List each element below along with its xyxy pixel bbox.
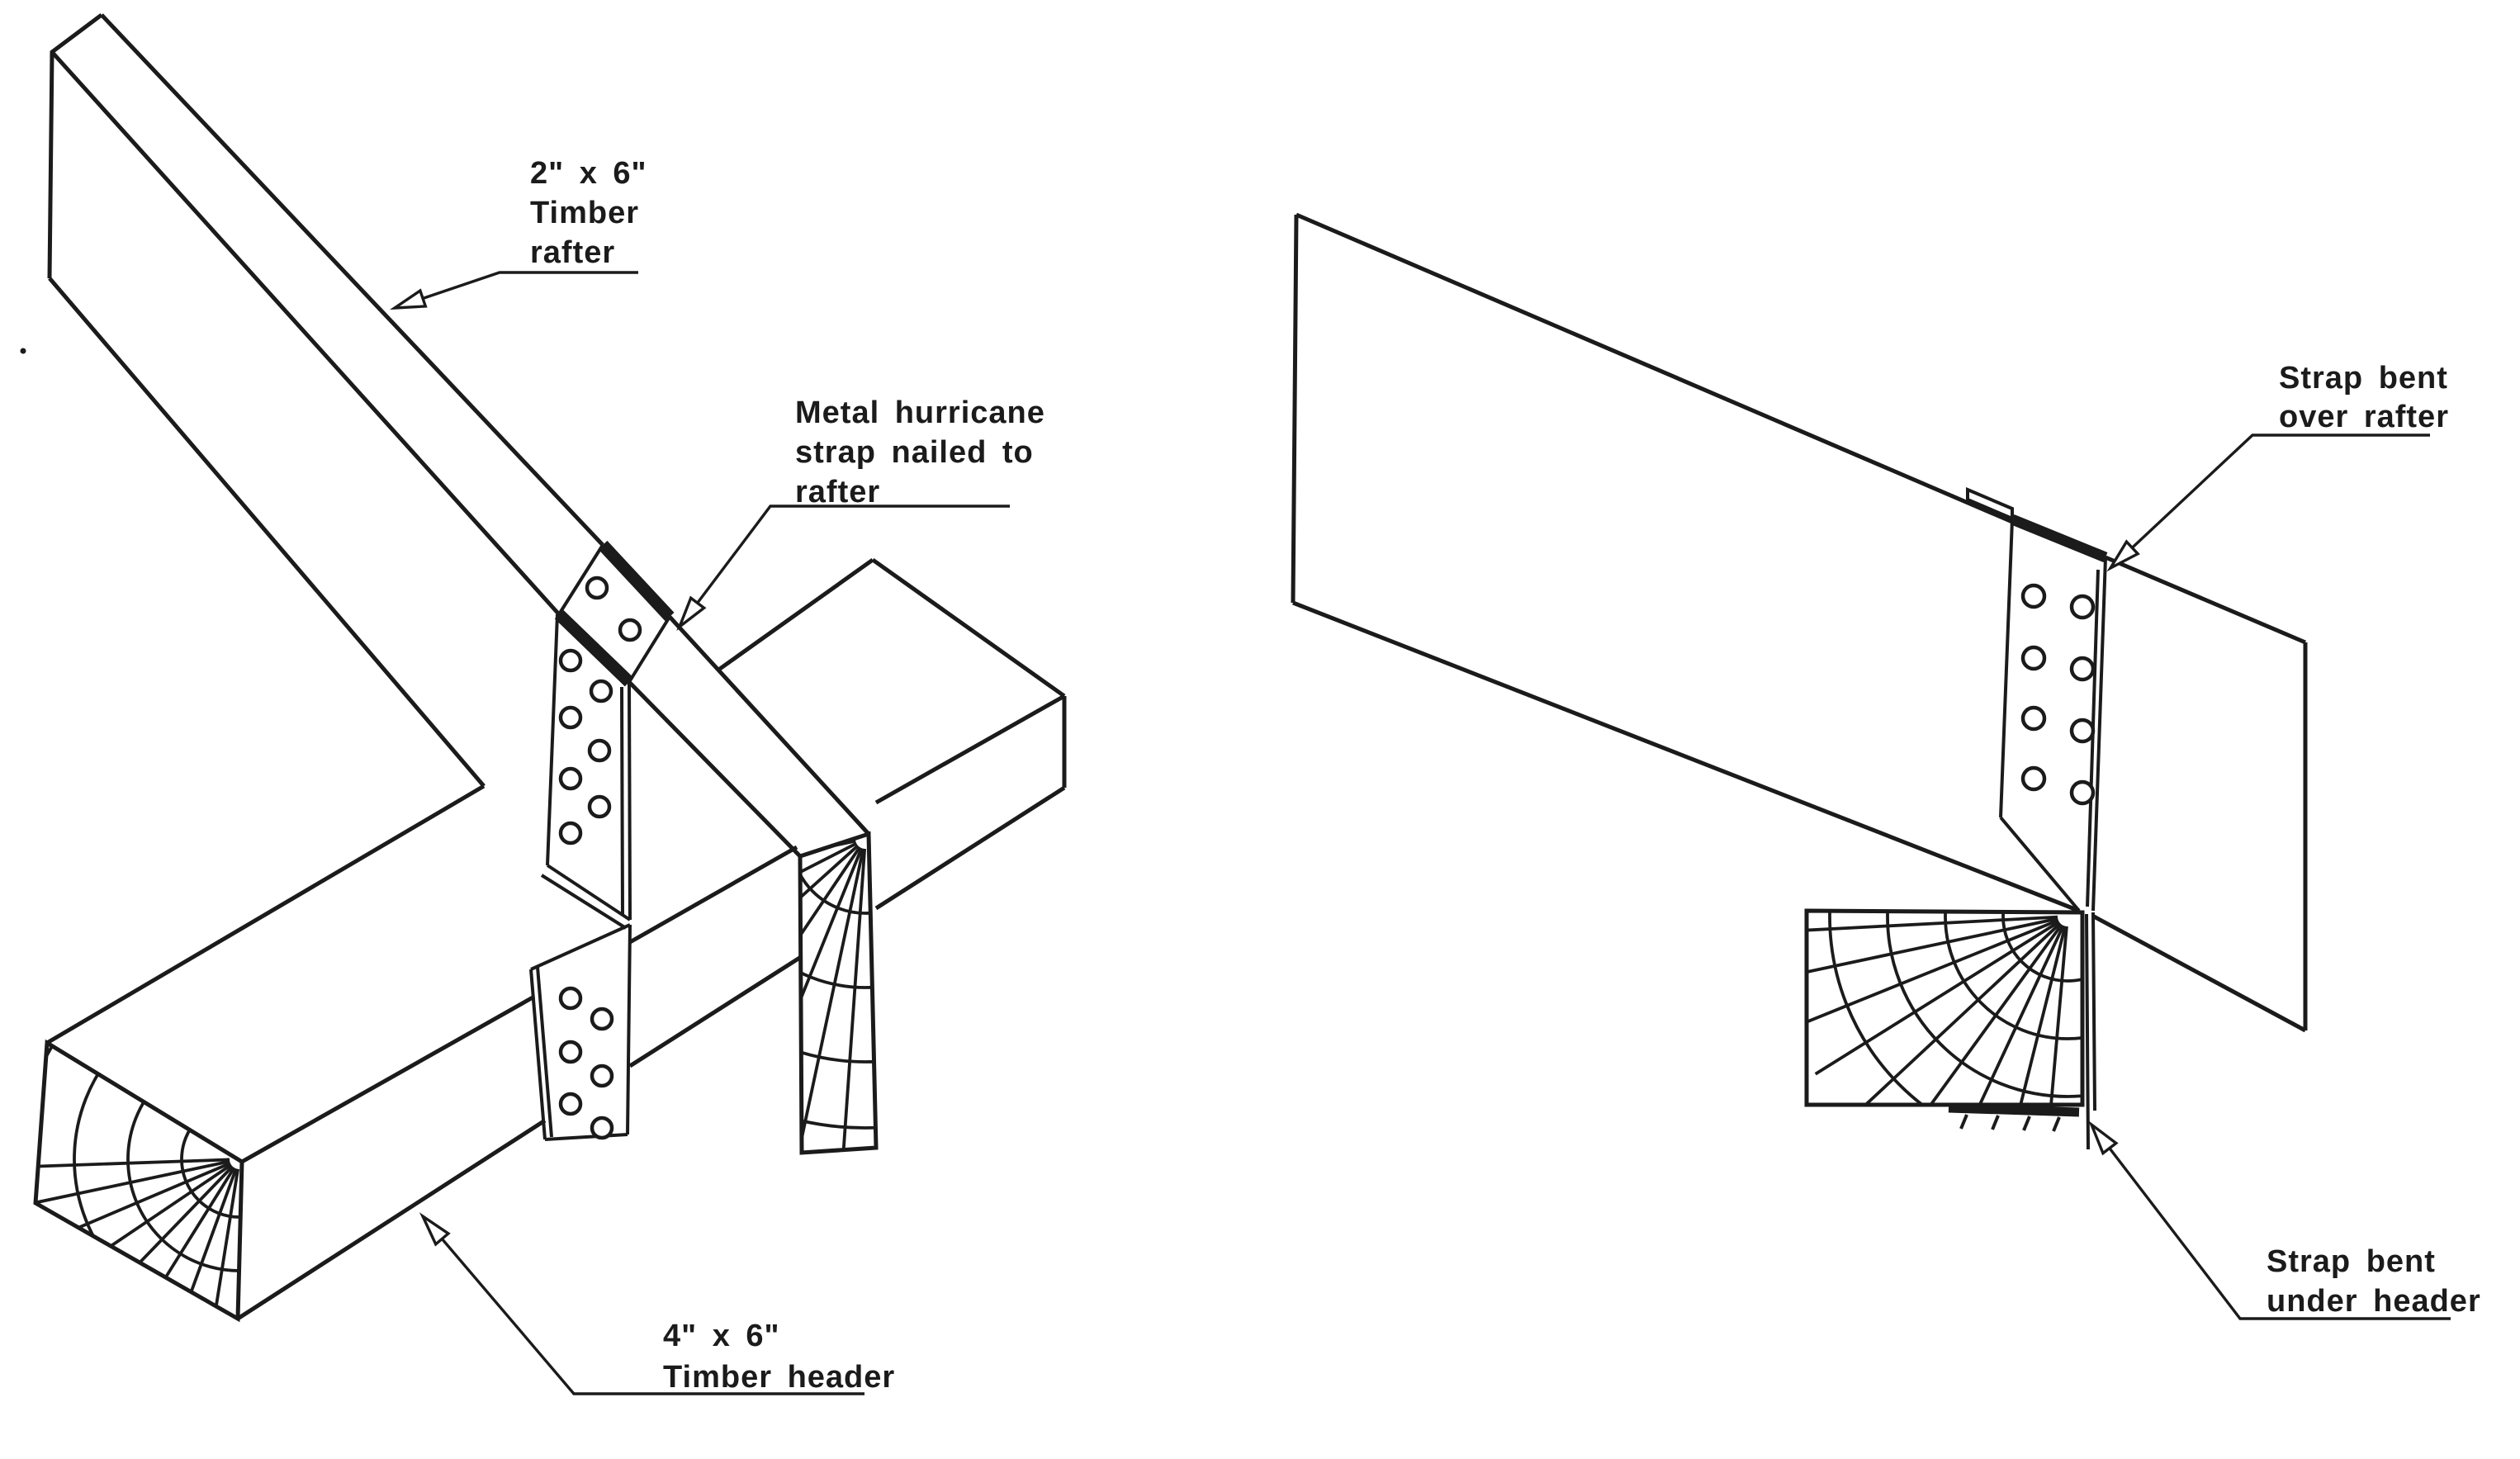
leader-strap-label [680, 506, 1010, 627]
label-over-line2: over rafter [2279, 400, 2449, 434]
strap-strip-edge [2087, 914, 2088, 1149]
header-bottom-edge [630, 957, 801, 1066]
header-bottom-edge [238, 1120, 545, 1319]
label-rafter [530, 156, 647, 270]
rafter-top-end [50, 15, 102, 278]
leader-rafter-label [395, 272, 638, 308]
nail-hole [592, 1009, 612, 1029]
nail-hole [592, 1118, 612, 1138]
rafter-ridge-edge [52, 52, 559, 614]
strap-fold-over-edge [603, 545, 670, 617]
strap-strip-edge [2001, 519, 2012, 817]
leader-lines [2091, 435, 2451, 1319]
end-grain-fan [1770, 679, 2305, 1213]
nail-hole [592, 1066, 612, 1086]
nail-hole [561, 988, 580, 1008]
strap-metal-thickness-line [622, 687, 623, 915]
strap-strip-edge [545, 1135, 628, 1139]
nail-hole [2023, 768, 2044, 789]
label-strap-over [2279, 361, 2449, 434]
grain-ray [613, 846, 858, 1065]
strap-strip-edge [629, 682, 630, 920]
growth-ring-arc [791, 765, 940, 913]
growth-ring-arc [576, 550, 1154, 1128]
strap-bent-under-tab [1949, 1108, 2079, 1112]
nail-hole [2023, 708, 2044, 729]
label-header-line1: 4" x 6" [663, 1319, 780, 1353]
grain-ray [34, 1165, 231, 1298]
tab-tick [1961, 1115, 1967, 1129]
strap-metal-thickness-line [2093, 912, 2095, 1111]
leader-arrowhead-icon [395, 291, 425, 308]
nail-hole [561, 823, 580, 843]
rafter-top-edge [2106, 557, 2305, 642]
label-strap-under [2267, 1244, 2481, 1319]
label-hurricane-strap [795, 396, 1045, 509]
nail-hole [561, 651, 580, 670]
strap-transition-fold [542, 875, 626, 928]
rafter-bottom-edge [50, 278, 484, 786]
strap-strip-edge [2093, 557, 2106, 911]
timber-header-right [1770, 679, 2305, 1213]
nail-hole [2072, 658, 2093, 680]
rafter-ridge-edge [629, 682, 800, 856]
tab-tick [2053, 1117, 2059, 1131]
header-far-top-edge [47, 786, 484, 1043]
label-rafter-line3: rafter [530, 235, 616, 270]
left-drawing [0, 15, 1154, 1404]
leader-arrowhead-icon [680, 598, 704, 627]
nail-hole [2072, 782, 2093, 803]
label-strap-line2: strap nailed to [795, 435, 1034, 470]
tab-tick [1992, 1116, 1998, 1130]
label-rafter-line2: Timber [530, 196, 640, 230]
rafter-bottom-edge [2094, 917, 2305, 1030]
ink-speck [21, 348, 26, 354]
nail-hole [2023, 647, 2044, 669]
growth-ring-arc [642, 616, 1088, 1062]
rafter-far-edge [670, 617, 869, 834]
leader-over-label [2110, 435, 2430, 568]
nail-hole [590, 741, 609, 760]
right-drawing [1293, 215, 2481, 1319]
nail-hole [561, 708, 580, 727]
label-over-line1: Strap bent [2279, 361, 2448, 396]
nail-hole [561, 1094, 580, 1114]
grain-ray [1850, 923, 2061, 1119]
strap-strip-edge [531, 925, 630, 969]
nail-hole [590, 797, 609, 817]
end-grain-fan [0, 940, 458, 1404]
grain-ray [1770, 917, 2058, 932]
grain-ray [1942, 926, 2063, 1186]
nail-hole [591, 681, 611, 701]
nail-hole [561, 1042, 580, 1062]
header-right-end-top [873, 560, 1064, 696]
timber-rafter-right [1293, 215, 2305, 1030]
nail-holes [2023, 585, 2093, 803]
rafter-far-edge [102, 15, 603, 545]
strap-transition-fold [547, 865, 630, 920]
hurricane-strap-left [531, 545, 670, 1139]
nail-hole [587, 578, 607, 598]
strap-strip-edge [531, 969, 545, 1139]
nail-hole [2072, 596, 2093, 618]
strap-strip-edge [628, 925, 630, 1135]
label-rafter-line1: 2" x 6" [530, 156, 647, 191]
label-header [663, 1319, 895, 1395]
strap-metal-thickness-line [538, 967, 552, 1137]
strap-tab-ticks [1961, 1115, 2059, 1131]
rafter-top-edge [1296, 215, 2012, 522]
strap-fold-over-rafter [2012, 519, 2106, 557]
label-strap-line3: rafter [795, 475, 881, 509]
grain-ray [201, 1169, 238, 1404]
header-near-top-edge [630, 847, 797, 942]
rafter-left-edge [1293, 215, 1296, 603]
leader-arrowhead-icon [2091, 1125, 2116, 1153]
label-strap-line1: Metal hurricane [795, 396, 1045, 430]
header-bottom-edge [876, 788, 1064, 908]
label-header-line2: Timber header [663, 1360, 896, 1395]
nail-hole [620, 620, 640, 640]
nail-hole [561, 769, 580, 789]
strap-strip-edge [547, 614, 557, 865]
nail-hole [2072, 720, 2093, 741]
header-near-top-edge [876, 696, 1064, 803]
growth-ring-arc [717, 690, 1014, 988]
header-near-top-edge [242, 997, 534, 1162]
grain-ray [0, 1159, 230, 1168]
growth-ring-arc [1830, 679, 2305, 1154]
growth-ring-arc [1945, 794, 2190, 1039]
growth-ring-arc [1888, 737, 2248, 1097]
tab-tick [2024, 1116, 2030, 1130]
rafter-bottom-edge [1293, 603, 2079, 911]
nail-hole [2023, 585, 2044, 607]
header-far-top-edge [718, 560, 873, 670]
label-under-line2: under header [2267, 1284, 2481, 1319]
label-under-line1: Strap bent [2267, 1244, 2436, 1279]
growth-ring-arc [2003, 852, 2132, 981]
